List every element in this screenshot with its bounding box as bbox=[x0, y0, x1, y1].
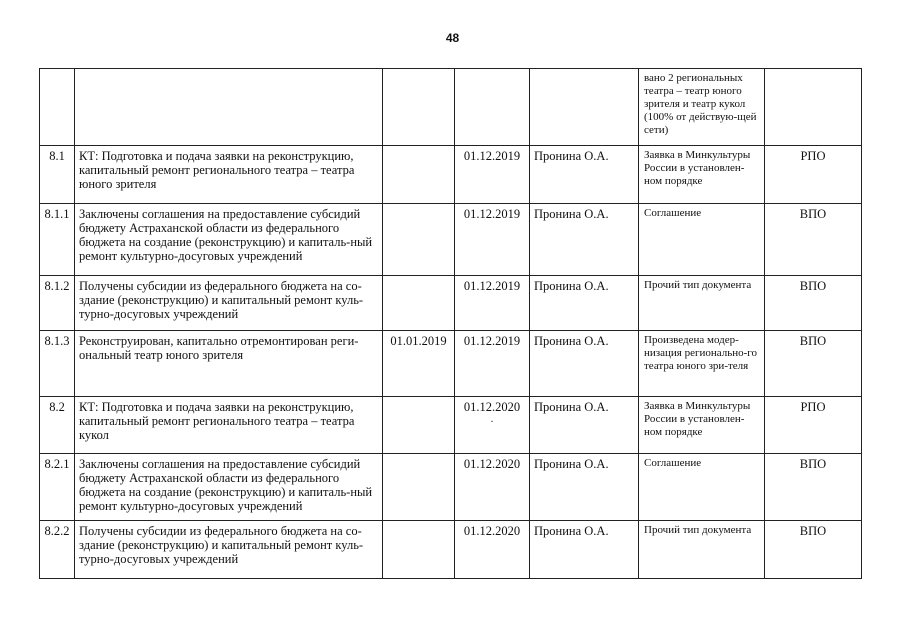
end-date-cell: 01.12.2019 bbox=[455, 146, 530, 204]
table-row bbox=[40, 146, 862, 204]
page-number: 48 bbox=[445, 31, 460, 45]
start-date-cell: 01.01.2019 bbox=[383, 331, 455, 397]
plan-table bbox=[39, 68, 862, 579]
document-cell: Заявка в Минкультуры России в установлен-ном порядке bbox=[639, 397, 765, 454]
document-cell: вано 2 региональных театра – театр юного зрителя и театр кукол (100% от действую-щей сети) bbox=[639, 69, 765, 146]
start-date-cell bbox=[383, 146, 455, 204]
end-date-text: 01.12.2020 bbox=[463, 400, 521, 414]
task-cell: Получены субсидии из федерального бюджета на со-здание (реконструкцию) и капитальный ремонт куль-турно-досуговых учреждений bbox=[75, 276, 383, 331]
responsible-cell: Пронина О.А. bbox=[530, 521, 639, 579]
start-date-cell bbox=[383, 204, 455, 276]
start-date-cell bbox=[383, 69, 455, 146]
end-date-cell: 01.12.2019 bbox=[455, 331, 530, 397]
document-cell: Прочий тип документа bbox=[639, 276, 765, 331]
row-number: 8.2 bbox=[40, 397, 75, 454]
table-row bbox=[40, 521, 862, 579]
document-cell: Прочий тип документа bbox=[639, 521, 765, 579]
start-date-cell bbox=[383, 397, 455, 454]
end-date-cell: 01.12.2020 bbox=[455, 521, 530, 579]
start-date-cell bbox=[383, 276, 455, 331]
scan-dot-mark: · bbox=[490, 417, 494, 428]
document-cell: Соглашение bbox=[639, 204, 765, 276]
level-cell: ВПО bbox=[765, 204, 862, 276]
end-date-cell bbox=[455, 397, 530, 454]
responsible-cell: Пронина О.А. bbox=[530, 204, 639, 276]
row-number: 8.1.2 bbox=[40, 276, 75, 331]
task-cell: Реконструирован, капитально отремонтирован реги-ональный театр юного зрителя bbox=[75, 331, 383, 397]
end-date-cell: 01.12.2020 bbox=[455, 454, 530, 521]
responsible-cell: Пронина О.А. bbox=[530, 454, 639, 521]
responsible-cell: Пронина О.А. bbox=[530, 331, 639, 397]
level-cell bbox=[765, 69, 862, 146]
task-cell: КТ: Подготовка и подача заявки на реконструкцию, капитальный ремонт регионального театра – театра юного зрителя bbox=[75, 146, 383, 204]
start-date-cell bbox=[383, 454, 455, 521]
document-cell: Соглашение bbox=[639, 454, 765, 521]
level-cell: ВПО bbox=[765, 521, 862, 579]
task-cell: КТ: Подготовка и подача заявки на реконструкцию, капитальный ремонт регионального театра – театра кукол bbox=[75, 397, 383, 454]
table-row bbox=[40, 69, 862, 146]
row-number: 8.1.3 bbox=[40, 331, 75, 397]
responsible-cell: Пронина О.А. bbox=[530, 276, 639, 331]
table-row bbox=[40, 204, 862, 276]
responsible-cell: Пронина О.А. bbox=[530, 397, 639, 454]
row-number: 8.1.1 bbox=[40, 204, 75, 276]
start-date-cell bbox=[383, 521, 455, 579]
table-row bbox=[40, 276, 862, 331]
task-cell bbox=[75, 69, 383, 146]
document-cell: Произведена модер-низация регионально-го театра юного зри-теля bbox=[639, 331, 765, 397]
table-row bbox=[40, 331, 862, 397]
end-date-cell bbox=[455, 69, 530, 146]
task-cell: Заключены соглашения на предоставление субсидий бюджету Астраханской области из федерального бюджета на создание (реконструкцию) и капиталь-ный ремонт культурно-досуговых учреждений bbox=[75, 204, 383, 276]
row-number: 8.2.2 bbox=[40, 521, 75, 579]
task-cell: Получены субсидии из федерального бюджета на со-здание (реконструкцию) и капитальный ремонт куль-турно-досуговых учреждений bbox=[75, 521, 383, 579]
level-cell: ВПО bbox=[765, 276, 862, 331]
responsible-cell bbox=[530, 69, 639, 146]
row-number: 8.1 bbox=[40, 146, 75, 204]
table-row bbox=[40, 397, 862, 454]
end-date-cell: 01.12.2019 bbox=[455, 204, 530, 276]
document-cell: Заявка в Минкультуры России в установлен-ном порядке bbox=[639, 146, 765, 204]
table-row bbox=[40, 454, 862, 521]
level-cell: ВПО bbox=[765, 454, 862, 521]
row-number bbox=[40, 69, 75, 146]
task-cell: Заключены соглашения на предоставление субсидий бюджету Астраханской области из федерального бюджета на создание (реконструкцию) и капиталь-ный ремонт культурно-досуговых учреждений bbox=[75, 454, 383, 521]
level-cell: РПО bbox=[765, 146, 862, 204]
row-number: 8.2.1 bbox=[40, 454, 75, 521]
responsible-cell: Пронина О.А. bbox=[530, 146, 639, 204]
level-cell: ВПО bbox=[765, 331, 862, 397]
end-date-cell: 01.12.2019 bbox=[455, 276, 530, 331]
level-cell: РПО bbox=[765, 397, 862, 454]
